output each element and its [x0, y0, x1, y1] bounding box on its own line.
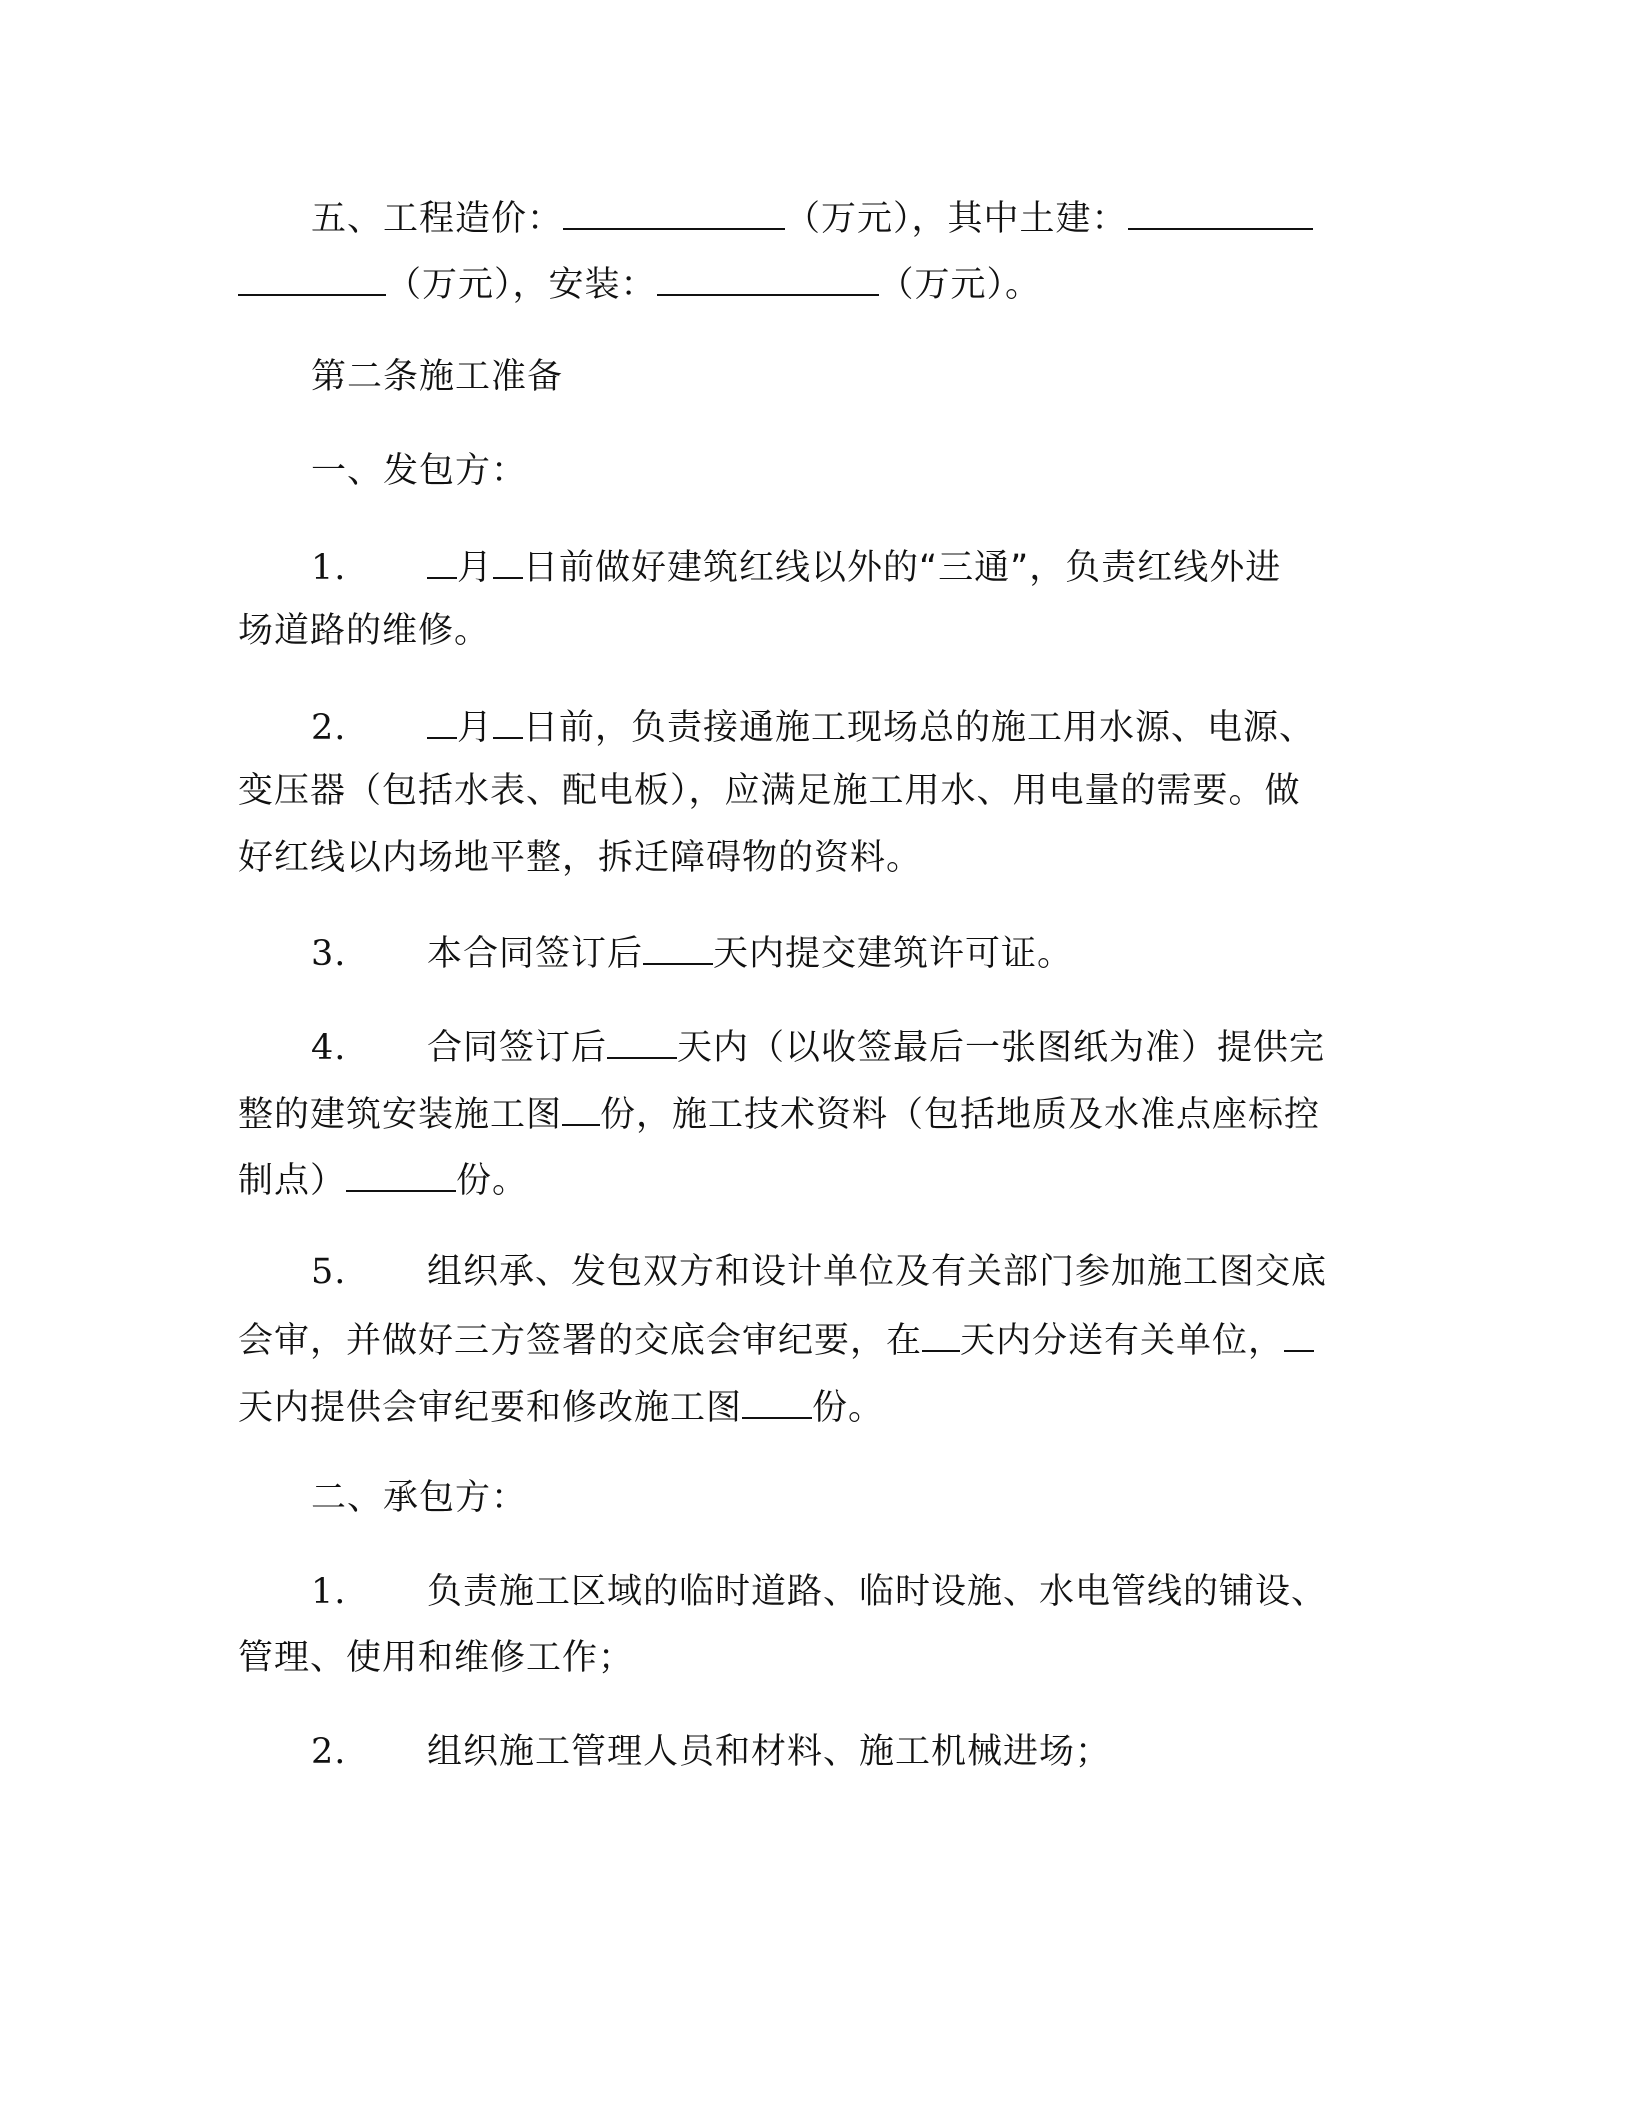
article-2-title: 第二条施工准备: [311, 357, 564, 397]
employer-item-1-line-2: 场道路的维修。: [238, 611, 491, 651]
days-blank[interactable]: [922, 1318, 960, 1352]
item-text: 份。: [456, 1161, 529, 1201]
item-text: 天内提供会审纪要和修改施工图: [238, 1388, 743, 1428]
installation-unit: （万元）。: [878, 265, 1042, 305]
installation-label: （万元），安装：: [386, 265, 657, 305]
item-number: 3.: [311, 934, 347, 974]
day-blank[interactable]: [493, 705, 523, 739]
contractor-item-1-line-2: 管理、使用和维修工作；: [238, 1638, 635, 1678]
item-text: 负责施工区域的临时道路、临时设施、水电管线的铺设、: [427, 1572, 1328, 1612]
employer-item-4-line-3: [238, 1158, 528, 1201]
month-blank[interactable]: [427, 705, 457, 739]
employer-item-5-line-3: [238, 1385, 884, 1428]
item-number: 1.: [311, 1572, 347, 1612]
employer-item-3-line-1: [311, 931, 1073, 974]
item-number: 5.: [311, 1252, 347, 1292]
item-text: 天内提交建筑许可证。: [713, 934, 1074, 974]
item-text: 日前做好建筑红线以外的“三通”，负责红线外进: [523, 548, 1282, 588]
item-number: 2.: [311, 1732, 347, 1772]
civil-works-label: （万元），其中土建：: [785, 199, 1128, 239]
item-text: 天内分送有关单位，: [960, 1321, 1285, 1361]
employer-item-5-line-2: [238, 1318, 1314, 1361]
item-number: 2.: [311, 708, 347, 748]
month-blank[interactable]: [427, 545, 457, 579]
employer-item-5-line-1: [311, 1252, 1327, 1292]
employer-item-4-line-1: [311, 1025, 1325, 1068]
item-text: 天内（以收签最后一张图纸为准）提供完: [677, 1028, 1326, 1068]
item-text: 份，施工技术资料（包括地质及水准点座标控: [600, 1095, 1321, 1135]
contractor-item-2-line-1: [311, 1732, 1111, 1772]
clause-5-label: 五、工程造价：: [311, 199, 564, 239]
item-text: 本合同签订后: [427, 934, 644, 974]
item-text: 日前，负责接通施工现场总的施工用水源、电源、: [523, 708, 1316, 748]
copies-blank[interactable]: [562, 1092, 600, 1126]
item-text: 合同签订后: [427, 1028, 608, 1068]
employer-item-2-line-2: 变压器（包括水表、配电板），应满足施工用水、用电量的需要。做: [238, 771, 1301, 811]
item-text: 会审，并做好三方签署的交底会审纪要，在: [238, 1321, 923, 1361]
total-cost-blank[interactable]: [563, 196, 785, 230]
civil-works-blank-part1[interactable]: [1128, 196, 1313, 230]
days-blank[interactable]: [643, 931, 713, 965]
civil-works-blank-part2[interactable]: [238, 262, 386, 296]
employer-item-4-line-2: [238, 1092, 1320, 1135]
contractor-heading: 二、承包方：: [311, 1478, 528, 1518]
item-text: 整的建筑安装施工图: [238, 1095, 563, 1135]
clause-5-line-1: [311, 196, 1313, 239]
item-number: 1.: [311, 548, 347, 588]
month-label: 月: [457, 708, 494, 748]
copies-blank[interactable]: [346, 1158, 456, 1192]
item-number: 4.: [311, 1028, 347, 1068]
copies-blank[interactable]: [742, 1385, 812, 1419]
clause-5-line-2: [238, 262, 1041, 305]
item-text: 份。: [812, 1388, 885, 1428]
item-text: 制点）: [238, 1161, 347, 1201]
employer-heading: 一、发包方：: [311, 451, 528, 491]
item-text: 组织承、发包双方和设计单位及有关部门参加施工图交底: [427, 1252, 1328, 1292]
day-blank[interactable]: [493, 545, 523, 579]
employer-item-2-line-3: 好红线以内场地平整，拆迁障碍物的资料。: [238, 838, 923, 878]
contractor-item-1-line-1: [311, 1572, 1327, 1612]
days-blank[interactable]: [1284, 1318, 1314, 1352]
employer-item-2-line-1: [311, 705, 1315, 748]
installation-blank[interactable]: [657, 262, 879, 296]
item-text: 组织施工管理人员和材料、施工机械进场；: [427, 1732, 1112, 1772]
employer-item-1-line-1: [311, 545, 1281, 588]
days-blank[interactable]: [607, 1025, 677, 1059]
month-label: 月: [457, 548, 494, 588]
